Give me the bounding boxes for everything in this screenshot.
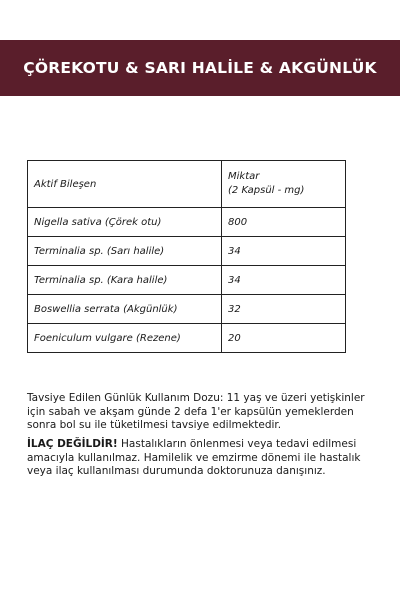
table-row <box>28 237 346 266</box>
table-row <box>28 295 346 324</box>
quantity-cell: 32 <box>222 295 346 324</box>
warning-lead: İLAÇ DEĞİLDİR! <box>27 438 118 450</box>
ingredient-cell: Foeniculum vulgare (Rezene) <box>28 324 222 353</box>
quantity-cell: 34 <box>222 237 346 266</box>
ingredients-table <box>27 160 345 353</box>
warning-text: Hastalıkların önlenmesi veya tedavi edilmesi amacıyla kullanılmaz. Hamilelik ve emzirme dönemi ile hastalık veya ilaç kullanılması durumunda doktorunuza danışınız. <box>27 438 361 477</box>
ingredient-cell: Terminalia sp. (Sarı halile) <box>28 237 222 266</box>
ingredient-cell: Nigella sativa (Çörek otu) <box>28 208 222 237</box>
header-quantity-label: Miktar <box>228 171 260 182</box>
table-row <box>28 266 346 295</box>
header-quantity-unit: (2 Kapsül - mg) <box>228 185 305 196</box>
table-header-row <box>28 161 346 208</box>
table-row <box>28 208 346 237</box>
dosage-advice: Tavsiye Edilen Günlük Kullanım Dozu: 11 yaş ve üzeri yetişkinler için sabah ve akşam günde 2 defa 1'er kapsülün yemeklerden sonra bol su ile tüketilmesi tavsiye edilmektedir. <box>27 392 365 431</box>
table-row <box>28 324 346 353</box>
product-title: ÇÖREKOTU & SARI HALİLE & AKGÜNLÜK <box>23 59 377 77</box>
quantity-cell: 34 <box>222 266 346 295</box>
header-ingredient: Aktif Bileşen <box>28 161 222 208</box>
ingredient-cell: Boswellia serrata (Akgünlük) <box>28 295 222 324</box>
quantity-cell: 800 <box>222 208 346 237</box>
warning-notice <box>27 438 379 479</box>
quantity-cell: 20 <box>222 324 346 353</box>
ingredient-cell: Terminalia sp. (Kara halile) <box>28 266 222 295</box>
header-quantity <box>222 161 346 208</box>
title-banner <box>0 40 400 96</box>
